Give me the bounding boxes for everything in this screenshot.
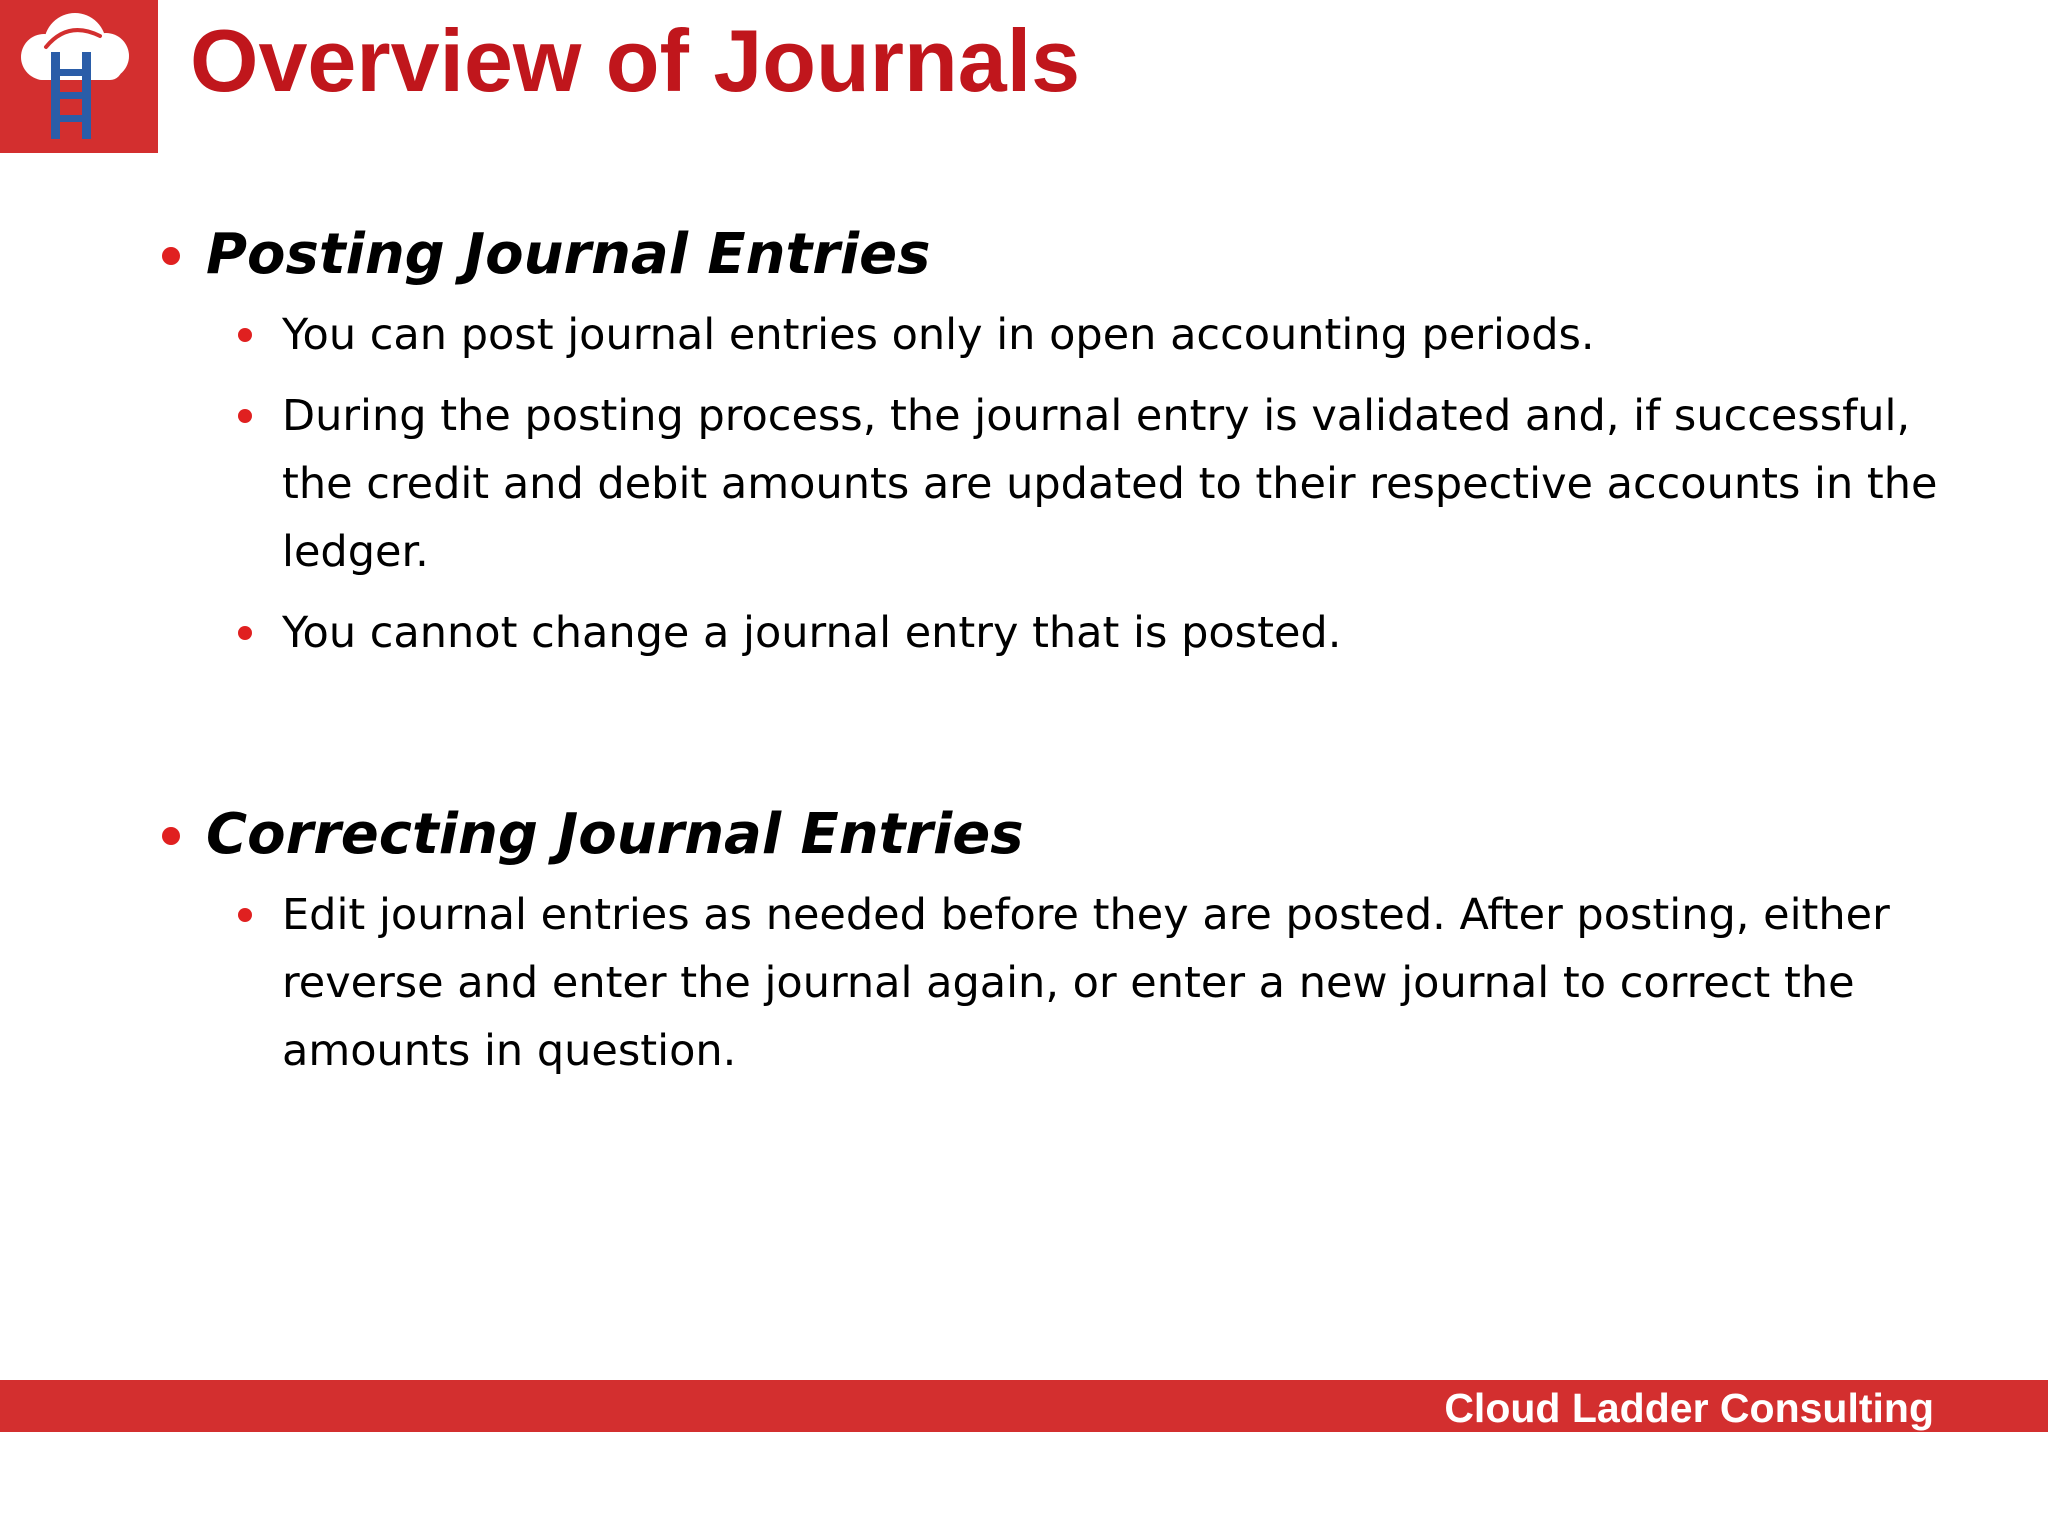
page-title: Overview of Journals — [190, 11, 1081, 110]
list-item — [227, 599, 1942, 667]
bullet-dot-icon — [238, 328, 252, 342]
logo — [0, 0, 158, 153]
list-item-text: Edit journal entries as needed before they are posted. After posting, either reverse and enter the journal again, or enter a new journal to correct the amounts in question. — [282, 890, 1890, 1076]
list-item — [227, 881, 1942, 1085]
bullet-dot-icon — [162, 247, 180, 265]
section-heading — [150, 219, 1950, 291]
footer-brand: Cloud Ladder Consulting — [1444, 1385, 1934, 1431]
section-heading-text: Posting Journal Entries — [206, 222, 931, 287]
bullet-list — [150, 881, 1950, 1085]
section-correcting — [150, 799, 1950, 1085]
list-item — [227, 301, 1942, 369]
bullet-dot-icon — [238, 908, 252, 922]
section-heading-text: Correcting Journal Entries — [206, 802, 1024, 867]
list-item-text: You can post journal entries only in open accounting periods. — [282, 310, 1595, 360]
section-heading — [150, 799, 1950, 871]
footer-bar — [0, 1380, 2048, 1432]
bullet-dot-icon — [162, 827, 180, 845]
section-posting — [150, 219, 1950, 667]
list-item-text: You cannot change a journal entry that is posted. — [282, 608, 1342, 658]
list-item — [227, 382, 1942, 586]
bullet-dot-icon — [238, 409, 252, 423]
list-item-text: During the posting process, the journal entry is validated and, if successful, the credit and debit amounts are updated to their respective accounts in the ledger. — [282, 391, 1938, 577]
bullet-list — [150, 301, 1950, 667]
bullet-dot-icon — [238, 626, 252, 640]
cloud-ladder-logo-icon — [0, 0, 158, 153]
